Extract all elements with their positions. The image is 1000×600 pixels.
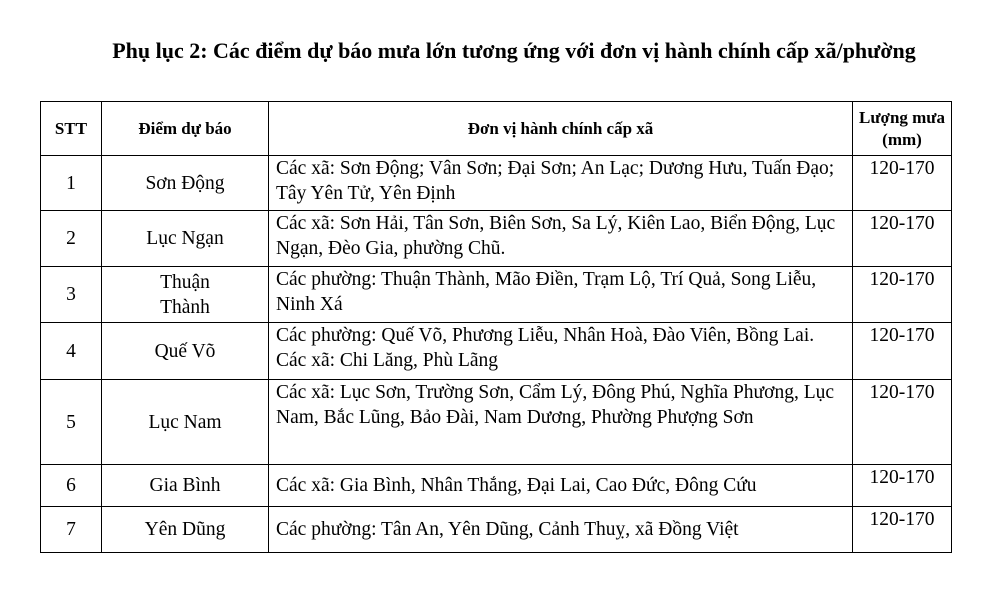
- header-rain-label: Lượng mưa (mm): [858, 107, 946, 149]
- row-units: Các xã: Lục Sơn, Trường Sơn, Cẩm Lý, Đông Phú, Nghĩa Phương, Lục Nam, Bắc Lũng, Bảo Đài, Nam Dương, Phường Phượng Sơn: [269, 380, 853, 465]
- page-title: Phụ lục 2: Các điểm dự báo mưa lớn tương ứng với đơn vị hành chính cấp xã/phường: [112, 38, 916, 63]
- row-stt: 2: [41, 211, 102, 267]
- header-station: [102, 102, 269, 156]
- row-stt: 1: [41, 156, 102, 211]
- row-station: Yên Dũng: [102, 507, 269, 553]
- row-station: Quế Võ: [102, 323, 269, 380]
- table-header-row: [41, 102, 952, 156]
- row-units: Các phường: Thuận Thành, Mão Điền, Trạm Lộ, Trí Quả, Song Liễu, Ninh Xá: [269, 267, 853, 323]
- row-rain: 120-170: [853, 211, 952, 267]
- row-rain: 120-170: [853, 507, 952, 553]
- row-stt: 3: [41, 267, 102, 323]
- row-units: Các phường: Quế Võ, Phương Liễu, Nhân Hoà, Đào Viên, Bồng Lai. Các xã: Chi Lăng, Phù Lãng: [269, 323, 853, 380]
- row-rain: 120-170: [853, 267, 952, 323]
- row-units: Các phường: Tân An, Yên Dũng, Cảnh Thuỵ, xã Đồng Việt: [269, 507, 853, 553]
- row-station-label: Thuận Thành: [160, 271, 210, 318]
- row-units: Các xã: Sơn Động; Vân Sơn; Đại Sơn; An Lạc; Dương Hưu, Tuấn Đạo; Tây Yên Tử, Yên Định: [269, 156, 853, 211]
- table-row: [41, 267, 952, 323]
- header-units: Đơn vị hành chính cấp xã: [269, 102, 853, 156]
- header-station-label: Điểm dự báo: [138, 118, 232, 138]
- row-station: [102, 267, 269, 323]
- table-row: [41, 156, 952, 211]
- row-rain: 120-170: [853, 323, 952, 380]
- row-station: Lục Nam: [102, 380, 269, 465]
- table-row: [41, 465, 952, 507]
- row-rain: 120-170: [853, 465, 952, 507]
- row-rain: 120-170: [853, 380, 952, 465]
- table-row: [41, 507, 952, 553]
- header-stt: STT: [41, 102, 102, 156]
- row-stt: 4: [41, 323, 102, 380]
- table-row: [41, 323, 952, 380]
- row-stt: 5: [41, 380, 102, 465]
- row-station: Gia Bình: [102, 465, 269, 507]
- row-station: Sơn Động: [102, 156, 269, 211]
- row-stt: 6: [41, 465, 102, 507]
- forecast-table: [40, 101, 952, 553]
- row-rain: 120-170: [853, 156, 952, 211]
- row-units: Các xã: Sơn Hải, Tân Sơn, Biên Sơn, Sa Lý, Kiên Lao, Biển Động, Lục Ngạn, Đèo Gia, phường Chũ.: [269, 211, 853, 267]
- row-station: Lục Ngạn: [102, 211, 269, 267]
- table-row: [41, 211, 952, 267]
- header-rain: [853, 102, 952, 156]
- row-stt: 7: [41, 507, 102, 553]
- table-row: [41, 380, 952, 465]
- row-units: Các xã: Gia Bình, Nhân Thắng, Đại Lai, Cao Đức, Đông Cứu: [269, 465, 853, 507]
